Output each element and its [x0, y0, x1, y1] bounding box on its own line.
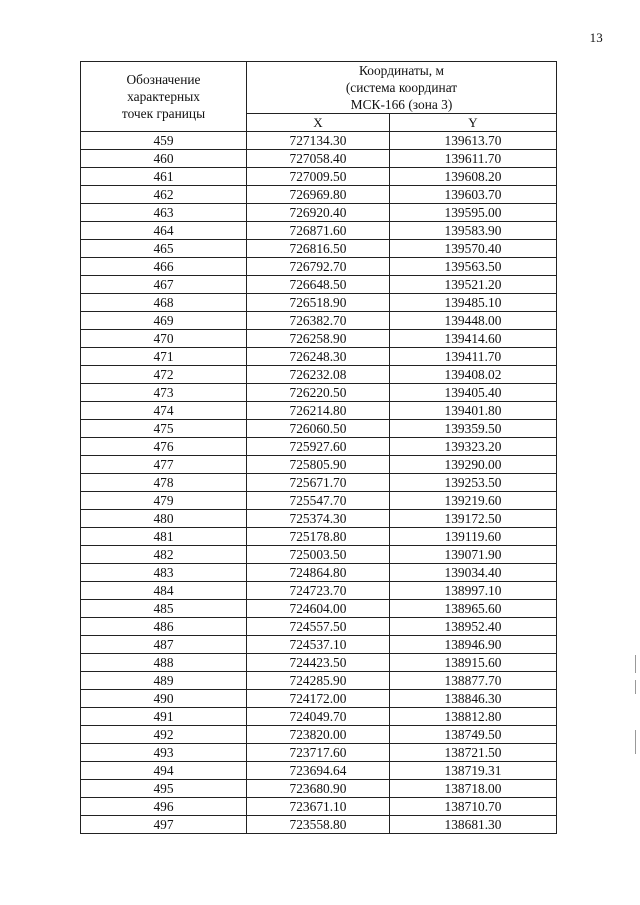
point-number-cell: 494	[81, 762, 247, 780]
y-coordinate-cell: 138952.40	[390, 618, 557, 636]
table-row	[81, 528, 557, 546]
x-coordinate-cell: 726258.90	[247, 330, 390, 348]
designation-header-line: точек границы	[121, 106, 206, 121]
y-coordinate-cell: 138710.70	[390, 798, 557, 816]
x-coordinate-cell: 723671.10	[247, 798, 390, 816]
coordinates-header-line: Координаты, м	[359, 63, 444, 78]
point-number-cell: 469	[81, 312, 247, 330]
point-number-cell: 478	[81, 474, 247, 492]
table-row	[81, 240, 557, 258]
x-coordinate-cell: 725805.90	[247, 456, 390, 474]
x-coordinate-cell: 726214.80	[247, 402, 390, 420]
y-coordinate-cell: 139253.50	[390, 474, 557, 492]
x-coordinate-cell: 727058.40	[247, 150, 390, 168]
table-row	[81, 636, 557, 654]
y-coordinate-cell: 139119.60	[390, 528, 557, 546]
x-coordinate-cell: 725927.60	[247, 438, 390, 456]
table-row	[81, 798, 557, 816]
point-number-cell: 473	[81, 384, 247, 402]
point-number-cell: 459	[81, 132, 247, 150]
y-coordinate-cell: 139521.20	[390, 276, 557, 294]
point-number-cell: 465	[81, 240, 247, 258]
x-coordinate-cell: 726816.50	[247, 240, 390, 258]
y-coordinate-cell: 138719.31	[390, 762, 557, 780]
table-row	[81, 366, 557, 384]
y-coordinate-cell: 139611.70	[390, 150, 557, 168]
coordinates-header-line: МСК-166 (зона 3)	[350, 97, 453, 112]
x-coordinate-cell: 726792.70	[247, 258, 390, 276]
y-coordinate-cell: 138846.30	[390, 690, 557, 708]
y-coordinate-cell: 138997.10	[390, 582, 557, 600]
table-row	[81, 492, 557, 510]
point-number-cell: 471	[81, 348, 247, 366]
y-coordinate-cell: 139401.80	[390, 402, 557, 420]
y-coordinate-cell: 139411.70	[390, 348, 557, 366]
scan-edge-mark	[635, 655, 636, 673]
y-coordinate-cell: 138812.80	[390, 708, 557, 726]
table-row	[81, 546, 557, 564]
designation-header	[81, 62, 247, 132]
x-coordinate-cell: 725374.30	[247, 510, 390, 528]
point-number-cell: 477	[81, 456, 247, 474]
point-number-cell: 493	[81, 744, 247, 762]
y-coordinate-cell: 139034.40	[390, 564, 557, 582]
x-coordinate-cell: 724285.90	[247, 672, 390, 690]
y-coordinate-cell: 139448.00	[390, 312, 557, 330]
table-row	[81, 168, 557, 186]
x-coordinate-cell: 726248.30	[247, 348, 390, 366]
table-row	[81, 276, 557, 294]
point-number-cell: 486	[81, 618, 247, 636]
table-row	[81, 222, 557, 240]
x-coordinate-cell: 724864.80	[247, 564, 390, 582]
point-number-cell: 485	[81, 600, 247, 618]
table-row	[81, 150, 557, 168]
point-number-cell: 460	[81, 150, 247, 168]
x-coordinate-cell: 723820.00	[247, 726, 390, 744]
x-coordinate-cell: 725003.50	[247, 546, 390, 564]
point-number-cell: 480	[81, 510, 247, 528]
coordinates-table	[80, 61, 557, 834]
point-number-cell: 475	[81, 420, 247, 438]
x-coordinate-cell: 724049.70	[247, 708, 390, 726]
point-number-cell: 474	[81, 402, 247, 420]
y-coordinate-cell: 138877.70	[390, 672, 557, 690]
y-coordinate-cell: 139583.90	[390, 222, 557, 240]
x-coordinate-cell: 724557.50	[247, 618, 390, 636]
table-row	[81, 384, 557, 402]
x-coordinate-cell: 723694.64	[247, 762, 390, 780]
y-coordinate-cell: 138718.00	[390, 780, 557, 798]
coordinates-header	[247, 62, 557, 114]
x-coordinate-cell: 725671.70	[247, 474, 390, 492]
x-coordinate-cell: 726648.50	[247, 276, 390, 294]
table-row	[81, 600, 557, 618]
x-coordinate-cell: 727134.30	[247, 132, 390, 150]
table-row	[81, 204, 557, 222]
x-coordinate-cell: 726232.08	[247, 366, 390, 384]
point-number-cell: 487	[81, 636, 247, 654]
point-number-cell: 496	[81, 798, 247, 816]
y-coordinate-cell: 139323.20	[390, 438, 557, 456]
table-row	[81, 330, 557, 348]
x-coordinate-cell: 723558.80	[247, 816, 390, 834]
x-coordinate-cell: 724604.00	[247, 600, 390, 618]
table-row	[81, 564, 557, 582]
y-coordinate-cell: 139172.50	[390, 510, 557, 528]
coordinates-header-line: (система координат	[345, 80, 458, 95]
point-number-cell: 470	[81, 330, 247, 348]
table-row	[81, 690, 557, 708]
table-row	[81, 456, 557, 474]
y-coordinate-cell: 139414.60	[390, 330, 557, 348]
y-coordinate-cell: 139071.90	[390, 546, 557, 564]
y-coordinate-cell: 138946.90	[390, 636, 557, 654]
y-coordinate-cell: 139485.10	[390, 294, 557, 312]
y-coordinate-cell: 139408.02	[390, 366, 557, 384]
table-row	[81, 654, 557, 672]
point-number-cell: 462	[81, 186, 247, 204]
table-row	[81, 294, 557, 312]
x-coordinate-cell: 726969.80	[247, 186, 390, 204]
point-number-cell: 463	[81, 204, 247, 222]
table-row	[81, 186, 557, 204]
point-number-cell: 484	[81, 582, 247, 600]
point-number-cell: 464	[81, 222, 247, 240]
point-number-cell: 492	[81, 726, 247, 744]
y-coordinate-cell: 138915.60	[390, 654, 557, 672]
x-axis-header: X	[247, 114, 390, 132]
point-number-cell: 479	[81, 492, 247, 510]
y-axis-header: Y	[390, 114, 557, 132]
y-coordinate-cell: 139603.70	[390, 186, 557, 204]
table-row	[81, 816, 557, 834]
y-coordinate-cell: 138721.50	[390, 744, 557, 762]
table-body	[81, 132, 557, 834]
table-row	[81, 348, 557, 366]
x-coordinate-cell: 726920.40	[247, 204, 390, 222]
x-coordinate-cell: 725547.70	[247, 492, 390, 510]
point-number-cell: 495	[81, 780, 247, 798]
table-row	[81, 726, 557, 744]
table-header	[81, 62, 557, 132]
x-coordinate-cell: 723680.90	[247, 780, 390, 798]
point-number-cell: 466	[81, 258, 247, 276]
x-coordinate-cell: 724537.10	[247, 636, 390, 654]
point-number-cell: 483	[81, 564, 247, 582]
y-coordinate-cell: 139608.20	[390, 168, 557, 186]
y-coordinate-cell: 139595.00	[390, 204, 557, 222]
designation-header-line: Обозначение	[126, 72, 201, 87]
x-coordinate-cell: 725178.80	[247, 528, 390, 546]
scan-edge-mark	[635, 680, 636, 694]
table-row	[81, 672, 557, 690]
table-row	[81, 312, 557, 330]
page-number: 13	[589, 30, 603, 45]
y-coordinate-cell: 139359.50	[390, 420, 557, 438]
point-number-cell: 491	[81, 708, 247, 726]
y-coordinate-cell: 139219.60	[390, 492, 557, 510]
point-number-cell: 476	[81, 438, 247, 456]
table-row	[81, 780, 557, 798]
point-number-cell: 488	[81, 654, 247, 672]
x-coordinate-cell: 726382.70	[247, 312, 390, 330]
designation-header-line: характерных	[127, 89, 200, 104]
x-coordinate-cell: 724423.50	[247, 654, 390, 672]
y-coordinate-cell: 138965.60	[390, 600, 557, 618]
point-number-cell: 461	[81, 168, 247, 186]
scan-edge-mark	[635, 730, 636, 754]
table-row	[81, 132, 557, 150]
point-number-cell: 472	[81, 366, 247, 384]
x-coordinate-cell: 726518.90	[247, 294, 390, 312]
x-coordinate-cell: 726220.50	[247, 384, 390, 402]
y-coordinate-cell: 139613.70	[390, 132, 557, 150]
y-coordinate-cell: 139290.00	[390, 456, 557, 474]
x-coordinate-cell: 724172.00	[247, 690, 390, 708]
table-row	[81, 402, 557, 420]
header-row	[81, 62, 557, 114]
point-number-cell: 481	[81, 528, 247, 546]
table-row	[81, 618, 557, 636]
point-number-cell: 489	[81, 672, 247, 690]
y-coordinate-cell: 139563.50	[390, 258, 557, 276]
table-row	[81, 420, 557, 438]
table-row	[81, 438, 557, 456]
point-number-cell: 467	[81, 276, 247, 294]
table-row	[81, 474, 557, 492]
table-row	[81, 510, 557, 528]
x-coordinate-cell: 726060.50	[247, 420, 390, 438]
y-coordinate-cell: 139570.40	[390, 240, 557, 258]
table-row	[81, 708, 557, 726]
y-coordinate-cell: 138749.50	[390, 726, 557, 744]
table-row	[81, 762, 557, 780]
table-row	[81, 258, 557, 276]
x-coordinate-cell: 726871.60	[247, 222, 390, 240]
point-number-cell: 482	[81, 546, 247, 564]
y-coordinate-cell: 139405.40	[390, 384, 557, 402]
x-coordinate-cell: 727009.50	[247, 168, 390, 186]
y-coordinate-cell: 138681.30	[390, 816, 557, 834]
point-number-cell: 497	[81, 816, 247, 834]
point-number-cell: 490	[81, 690, 247, 708]
point-number-cell: 468	[81, 294, 247, 312]
x-coordinate-cell: 723717.60	[247, 744, 390, 762]
x-coordinate-cell: 724723.70	[247, 582, 390, 600]
table-row	[81, 582, 557, 600]
table-row	[81, 744, 557, 762]
